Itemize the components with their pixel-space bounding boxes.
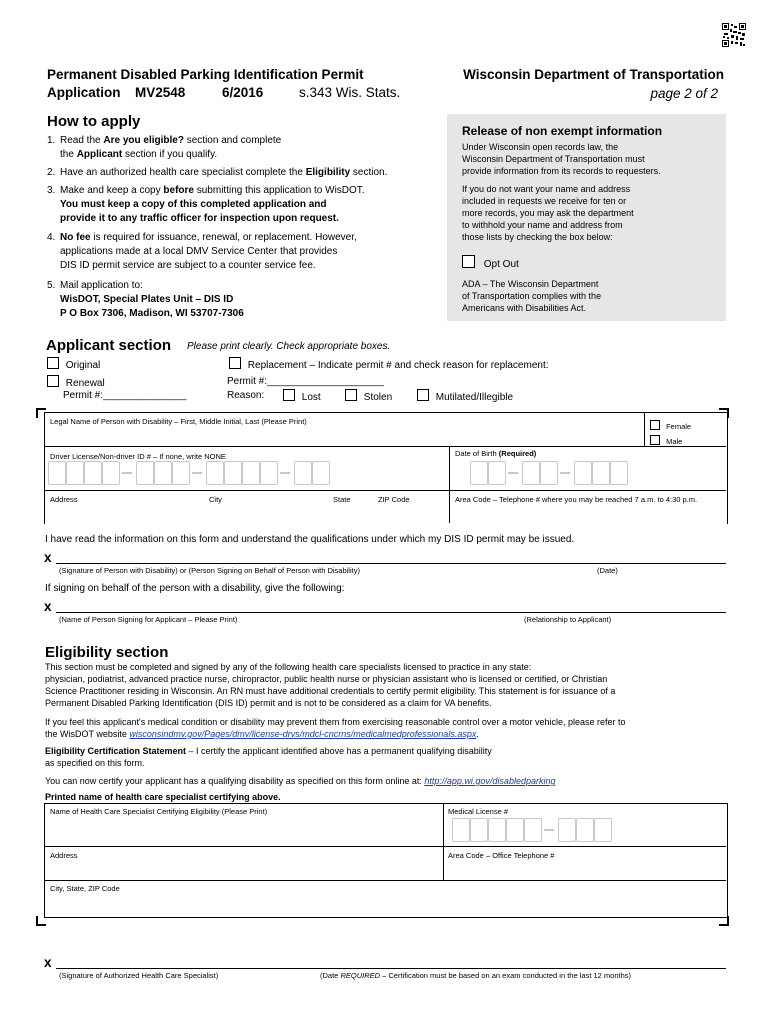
lost-option[interactable] — [283, 389, 321, 404]
renewal-permit-field[interactable]: Permit #:_______________ — [63, 390, 187, 401]
applicant-signature-x: x — [44, 550, 52, 565]
mutilated-label: Mutilated/Illegible — [435, 392, 514, 403]
behalf-name-line[interactable] — [56, 612, 726, 613]
behalf-instruction: If signing on behalf of the person with a disability, give the following: — [45, 583, 345, 594]
behalf-x: x — [44, 599, 52, 614]
release-paragraph-2: If you do not want your name and address included in requests we receive for ten or more records, you may ask the department to withhold your name and address from those lists by checking the box below: — [462, 184, 634, 242]
office-phone-input[interactable] — [446, 862, 724, 878]
stolen-option[interactable] — [345, 389, 392, 404]
reason-label: Reason: — [227, 390, 265, 401]
replacement-label: Replacement – Indicate permit # and check reason for replacement: — [247, 360, 549, 371]
renewal-option[interactable] — [47, 375, 105, 390]
hcs-date-label: (Date REQUIRED – Certification must be based on an exam conducted in the last 12 months) — [320, 971, 632, 980]
city-state-zip-label: City, State, ZIP Code — [50, 884, 120, 893]
address-input[interactable] — [46, 505, 446, 522]
original-checkbox[interactable] — [47, 357, 59, 369]
online-certify-link[interactable]: http://app.wi.gov/disabledparking — [424, 776, 556, 786]
applicant-section-title: Applicant section — [46, 337, 172, 354]
hcs-signature-line[interactable] — [56, 968, 726, 969]
phone-input[interactable] — [452, 505, 724, 522]
state-label: State — [333, 495, 351, 504]
how-to-apply-steps: 1. Read the Are you eligible? section and complete the Applicant section if you qualify. 2. Have an authorized health care specialist complete the Eligibility section. 3. Make and keep a copy before submitting this application to WisDOT. You must keep a copy of this completed application and provide it to any traffic officer for inspection upon request. 4. No fee is required for issuance, renewal, or replacement. However, applications made at a local DMV Service Center that provides DIS ID permit service are subject to a counter service fee. 5. Mail application to: WisDOT, Special Plates Unit – DIS ID P O Box 7306, Madison, WI 53707-7306 — [47, 135, 388, 319]
hcs-signature-label: (Signature of Authorized Health Care Specialist) — [59, 971, 219, 980]
release-paragraph-1: Under Wisconsin open records law, the Wisconsin Department of Transportation must provide information from its records to requesters. — [462, 142, 661, 176]
male-option[interactable] — [650, 435, 682, 447]
eligibility-section-title: Eligibility section — [45, 644, 169, 661]
male-checkbox[interactable] — [650, 435, 660, 445]
opt-out-option[interactable] — [462, 255, 519, 271]
dob-label: Date of Birth (Required) — [455, 449, 537, 458]
city-label: City — [209, 495, 222, 504]
release-title: Release of non exempt information — [462, 124, 663, 138]
hcs-signature-x: x — [44, 955, 52, 970]
hcs-address-input[interactable] — [46, 862, 441, 878]
lost-label: Lost — [301, 392, 321, 403]
legal-name-label: Legal Name of Person with Disability – First, Middle Initial, Last (Please Print) — [50, 417, 307, 426]
phone-label: Area Code – Telephone # where you may be reached 7 a.m. to 4:30 p.m. — [455, 495, 698, 504]
eligibility-paragraph-2: If you feel this applicant's medical condition or disability may prevent them from exercising reasonable control over a motor vehicle, please refer to the WisDOT website wisconsindmv.gov/Pages/dmv/license-drvs/mdcl-cncrns/medicalmedprofessionals.aspx. — [45, 717, 626, 739]
mutilated-checkbox[interactable] — [417, 389, 429, 401]
renewal-label: Renewal — [65, 378, 105, 389]
renewal-checkbox[interactable] — [47, 375, 59, 387]
online-certify-text: You can now certify your applicant has a qualifying disability as specified on this form online at: http://app.wi.gov/disabledparking — [45, 776, 556, 786]
address-label: Address — [50, 495, 78, 504]
eligibility-form-bracket — [36, 912, 729, 926]
hcs-name-input[interactable] — [46, 818, 441, 844]
relationship-label: (Relationship to Applicant) — [524, 615, 612, 624]
applicant-statement: I have read the information on this form and understand the qualifications under which my DIS ID permit may be issued. — [45, 534, 575, 545]
female-label: Female — [666, 422, 692, 431]
replacement-checkbox[interactable] — [229, 357, 241, 369]
behalf-name-label: (Name of Person Signing for Applicant – Please Print) — [59, 615, 238, 624]
driver-license-label: Driver License/Non-driver ID # – If none, write NONE — [50, 452, 226, 461]
opt-out-checkbox[interactable] — [462, 255, 475, 268]
how-to-apply-title: How to apply — [47, 113, 141, 130]
applicant-signature-line[interactable] — [56, 563, 726, 564]
form-title: Permanent Disabled Parking Identification Permit — [47, 67, 364, 82]
opt-out-label: Opt Out — [483, 259, 519, 270]
page-number: page 2 of 2 — [650, 86, 718, 101]
wisdot-medical-link[interactable]: wisconsindmv.gov/Pages/dmv/license-drvs/mdcl-cncrns/medicalmedprofessionals.aspx — [129, 729, 477, 739]
form-number: MV2548 — [135, 85, 186, 100]
male-label: Male — [666, 437, 683, 446]
eligibility-paragraph-1: This section must be completed and signed by any of the following health care specialists licensed to practice in any state: physician, podiatrist, advanced practice nurse, chiropractor, public health nurse or physician assistant who is licensed or certified, or Christian Science Practitioner residing in Wisconsin. An RN must have additional credentials to certify permit eligibility. This statement is for issuance of a Permanent Disabled Parking Identification (DIS ID) permit and is not to be considered as a claim for VA benefits. — [45, 662, 616, 708]
certification-statement: Eligibility Certification Statement – I certify the applicant identified above has a permanent qualifying disability as specified on this form. — [45, 746, 492, 768]
legal-name-input[interactable] — [46, 428, 641, 444]
original-option[interactable] — [47, 357, 100, 372]
applicant-signature-label: (Signature of Person with Disability) or (Person Signing on Behalf of Person with Disability) — [59, 566, 360, 575]
dob-input[interactable] — [470, 461, 640, 487]
printed-name-instruction: Printed name of health care specialist certifying above. — [45, 792, 281, 802]
stolen-checkbox[interactable] — [345, 389, 357, 401]
mutilated-option[interactable] — [417, 389, 513, 404]
hcs-name-label: Name of Health Care Specialist Certifying Eligibility (Please Print) — [50, 807, 268, 816]
replacement-permit-field[interactable]: Permit #:_____________________ — [227, 376, 384, 387]
application-label: Application — [47, 85, 121, 100]
office-phone-label: Area Code – Office Telephone # — [448, 851, 555, 860]
lost-checkbox[interactable] — [283, 389, 295, 401]
female-checkbox[interactable] — [650, 420, 660, 430]
replacement-option[interactable] — [229, 357, 549, 372]
original-label: Original — [65, 360, 101, 371]
female-option[interactable] — [650, 420, 691, 432]
medical-license-input[interactable] — [452, 818, 612, 844]
statute: s.343 Wis. Stats. — [299, 85, 401, 100]
hcs-address-label: Address — [50, 851, 78, 860]
driver-license-input[interactable] — [48, 461, 348, 487]
applicant-instruction: Please print clearly. Check appropriate boxes. — [187, 341, 391, 352]
agency-name: Wisconsin Department of Transportation — [463, 67, 724, 82]
form-date: 6/2016 — [222, 85, 264, 100]
medical-license-label: Medical License # — [448, 807, 509, 816]
stolen-label: Stolen — [363, 392, 393, 403]
zip-label: ZIP Code — [378, 495, 410, 504]
qr-code — [722, 23, 746, 47]
applicant-date-label: (Date) — [597, 566, 618, 575]
ada-statement: ADA – The Wisconsin Department of Transportation complies with the Americans with Disabilities Act. — [462, 279, 602, 313]
